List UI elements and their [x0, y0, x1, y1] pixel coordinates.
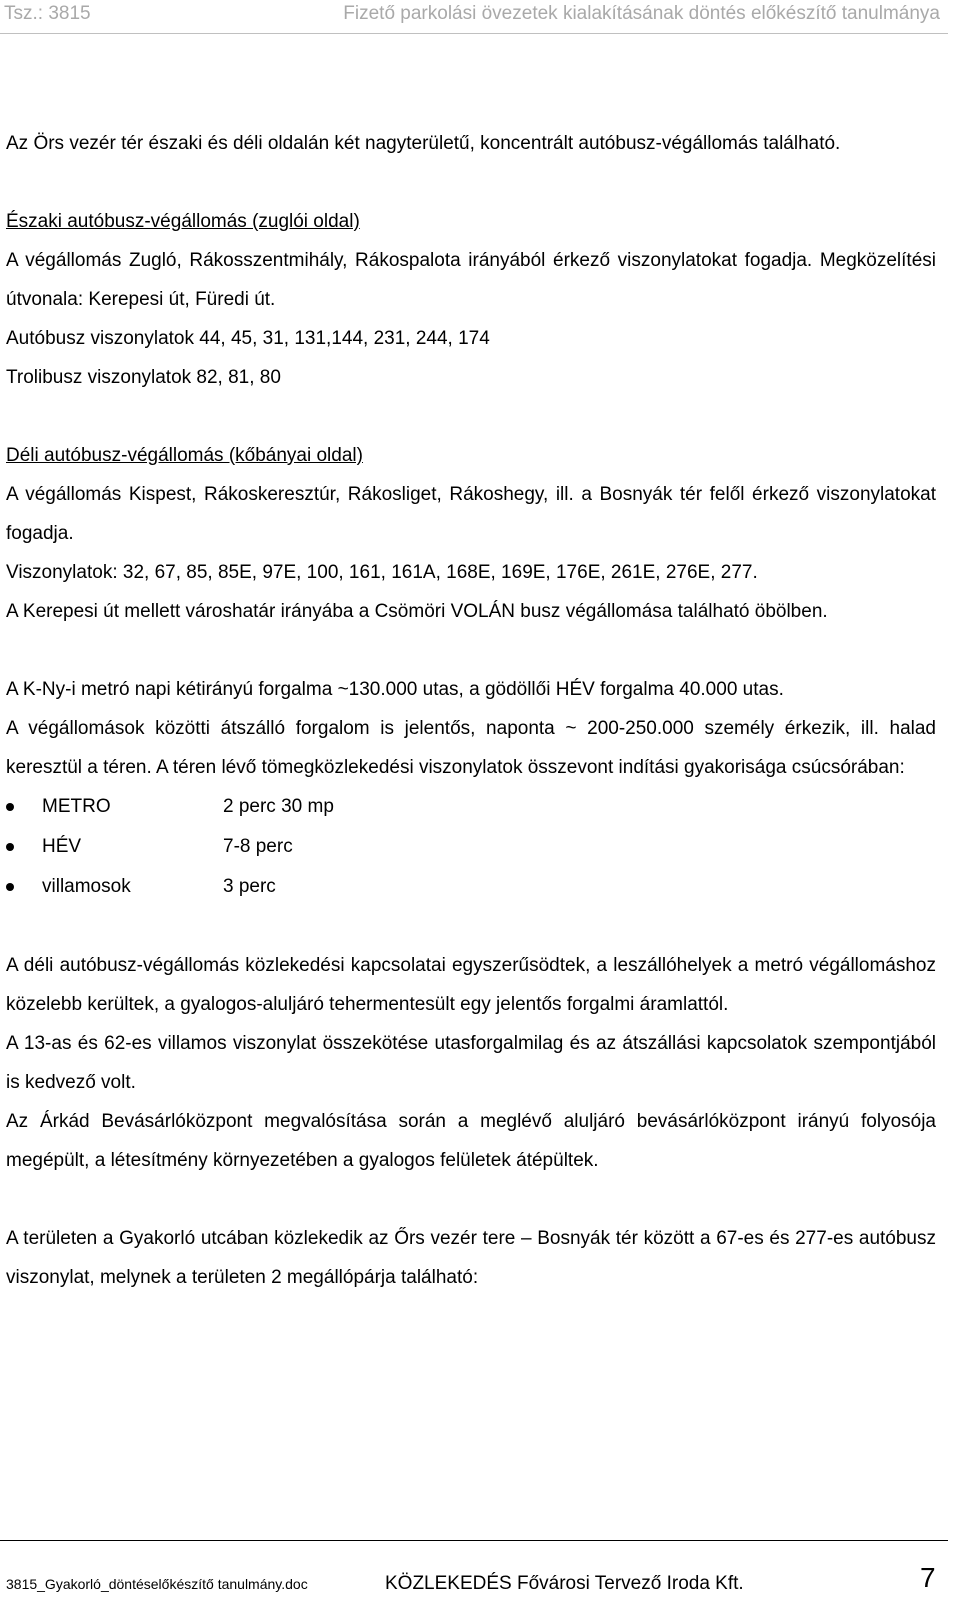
south-bus-lines: Viszonylatok: 32, 67, 85, 85E, 97E, 100, 161, 161A, 168E, 169E, 176E, 261E, 276E, 277. [6, 562, 758, 583]
transport-mode: METRO [42, 796, 111, 817]
spacer [6, 397, 936, 436]
arkad-paragraph: Az Árkád Bevásárlóközpont megvalósítása során a meglévő aluljáró bevásárlóközpont irányú folyosója megépült, a létesítmény környezetében a gyalogos felületek átépültek. [6, 1111, 936, 1171]
list-item [6, 867, 936, 907]
north-trolleybus-lines: Trolibusz viszonylatok 82, 81, 80 [6, 367, 281, 388]
service-interval: 2 perc 30 mp [223, 796, 334, 817]
south-terminal-heading: Déli autóbusz-végállomás (kőbányai oldal) [6, 445, 363, 466]
south-terminal-description: A végállomás Kispest, Rákoskeresztúr, Rákosliget, Rákoshegy, ill. a Bosnyák tér felől érkező viszonylatokat fogadja. [6, 484, 936, 544]
intro-paragraph: Az Örs vezér tér északi és déli oldalán két nagyterületű, koncentrált autóbusz-végállomás található. [6, 133, 841, 154]
south-connections-paragraph: A déli autóbusz-végállomás közlekedési kapcsolatai egyszerűsödtek, a leszállóhelyek a metró végállomáshoz közelebb kerültek, a gyalogos-aluljáró tehermentesült egy jelentős forgalmi áramlattól. [6, 955, 936, 1015]
frequency-list [6, 787, 936, 907]
spacer [6, 163, 936, 202]
footer-filename: 3815_Gyakorló_döntéselőkészítő tanulmány.doc [6, 1576, 308, 1592]
spacer [6, 631, 936, 670]
page-number: 7 [920, 1562, 936, 1593]
metro-hev-traffic: A K-Ny-i metró napi kétirányú forgalma ~130.000 utas, a gödöllői HÉV forgalma 40.000 utas. [6, 679, 784, 700]
spacer [6, 907, 936, 946]
transfer-traffic-paragraph: A végállomások közötti átszálló forgalom is jelentős, naponta ~ 200-250.000 személy érkezik, ill. halad keresztül a téren. A téren lévő tömegközlekedési viszonylatok összevont indítási gyakorisága csúcsórában: [6, 718, 936, 778]
page-footer [0, 1540, 960, 1599]
page-content [6, 124, 936, 1297]
list-item [6, 787, 936, 827]
service-interval: 3 perc [223, 876, 276, 897]
document-title: Fizető parkolási övezetek kialakításának döntés előkészítő tanulmánya [343, 3, 940, 24]
header-divider [0, 33, 948, 34]
list-item [6, 827, 936, 867]
bullet-icon [6, 843, 14, 851]
bullet-icon [6, 883, 14, 891]
gyakorlo-street-paragraph: A területen a Gyakorló utcában közlekedik az Őrs vezér tere – Bosnyák tér között a 67-es és 277-es autóbusz viszonylat, melynek a területen 2 megállópárja található: [6, 1228, 936, 1288]
north-bus-lines: Autóbusz viszonylatok 44, 45, 31, 131,144, 231, 244, 174 [6, 328, 490, 349]
document-reference: Tsz.: 3815 [4, 3, 91, 24]
bullet-icon [6, 803, 14, 811]
service-interval: 7-8 perc [223, 836, 293, 857]
spacer [6, 1180, 936, 1219]
north-terminal-description: A végállomás Zugló, Rákosszentmihály, Rákospalota irányából érkező viszonylatokat fogadja. Megközelítési útvonala: Kerepesi út, Füredi út. [6, 250, 936, 310]
footer-company: KÖZLEKEDÉS Fővárosi Tervező Iroda Kft. [385, 1573, 744, 1594]
page-header [0, 0, 960, 34]
north-terminal-heading: Északi autóbusz-végállomás (zuglói oldal) [6, 211, 360, 232]
tram-link-paragraph: A 13-as és 62-es villamos viszonylat összekötése utasforgalmilag és az átszállási kapcsolatok szempontjából is kedvező volt. [6, 1033, 936, 1093]
volan-terminal-note: A Kerepesi út mellett városhatár irányába a Csömöri VOLÁN busz végállomása található öbölben. [6, 601, 828, 622]
footer-divider [0, 1540, 948, 1541]
transport-mode: HÉV [42, 836, 82, 857]
transport-mode: villamosok [42, 876, 131, 897]
